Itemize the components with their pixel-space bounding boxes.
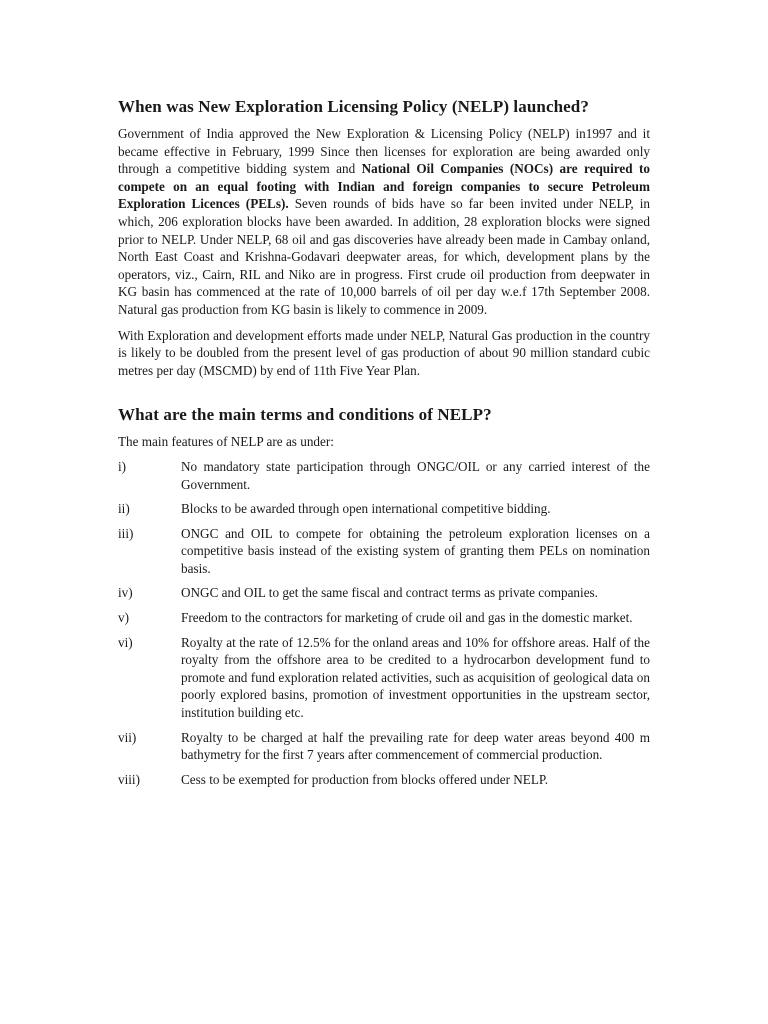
list-item-text: ONGC and OIL to compete for obtaining the petroleum exploration licenses on a competitive basis instead of the existing system of granting them PELs on nomination basis. bbox=[181, 525, 650, 576]
paragraph-bold-text: National Oil Companies (NOCs) are required to compete on an equal footing with Indian and foreign companies to secure Petroleum Exploration Licences (PELs). bbox=[118, 161, 650, 212]
list-item-number: iii) bbox=[118, 525, 134, 541]
list-item bbox=[118, 500, 650, 518]
list-item-number: v) bbox=[118, 610, 129, 626]
list-item-text: Royalty to be charged at half the prevailing rate for deep water areas beyond 400 m bathymetry for the first 7 years after commencement of commercial production. bbox=[181, 729, 650, 763]
list-item bbox=[118, 771, 650, 789]
paragraph-text: Government of India approved the New Exploration & Licensing Policy (NELP) in1997 and it became effective in February, 1999 Since then licenses for exploration are being awarded only through a competitive bidding system and bbox=[118, 126, 650, 177]
list-item-text: Blocks to be awarded through open international competitive bidding. bbox=[181, 501, 551, 517]
document-page bbox=[118, 92, 650, 795]
list-item-number: vii) bbox=[118, 729, 137, 745]
list-item-text: No mandatory state participation through ONGC/OIL or any carried interest of the Government. bbox=[181, 458, 650, 492]
list-item-number: iv) bbox=[118, 585, 133, 601]
list-item-number: ii) bbox=[118, 501, 130, 517]
features-list bbox=[118, 458, 650, 789]
list-item bbox=[118, 525, 650, 578]
list-item bbox=[118, 634, 650, 722]
list-item-text: ONGC and OIL to get the same fiscal and contract terms as private companies. bbox=[181, 585, 598, 601]
section-heading-nelp-launch: When was New Exploration Licensing Policy (NELP) launched? bbox=[118, 97, 589, 116]
paragraph-gas-production: With Exploration and development efforts made under NELP, Natural Gas production in the country is likely to be doubled from the present level of gas production of about 90 million standard cubic metres per day (MSCMD) by end of 11th Five Year Plan. bbox=[118, 327, 650, 378]
list-item-number: i) bbox=[118, 458, 127, 474]
list-item bbox=[118, 458, 650, 493]
list-item-text: Freedom to the contractors for marketing of crude oil and gas in the domestic market. bbox=[181, 610, 633, 626]
list-item bbox=[118, 729, 650, 764]
list-item-number: viii) bbox=[118, 771, 140, 787]
section-heading-terms: What are the main terms and conditions of NELP? bbox=[118, 405, 492, 425]
list-item bbox=[118, 609, 650, 627]
features-intro: The main features of NELP are as under: bbox=[118, 434, 334, 450]
list-item bbox=[118, 584, 650, 602]
list-item-number: vi) bbox=[118, 634, 133, 650]
paragraph-text: Seven rounds of bids have so far been invited under NELP, in which, 206 exploration blocks have been awarded. In addition, 28 exploration blocks were signed prior to NELP. Under NELP, 68 oil and gas discoveries have already been made in Cambay onland, North East Coast and Krishna-Godavari deepwater areas, for which, development plans by the operators, viz., Cairn, RIL and Niko are in progress. First crude oil production from deepwater in KG basin has commenced at the rate of 10,000 barrels of oil per day w.e.f 17th September 2008. Natural gas production from KG basin is likely to commence in 2009. bbox=[118, 196, 650, 317]
paragraph-nelp-overview bbox=[118, 125, 650, 319]
list-item-text: Cess to be exempted for production from blocks offered under NELP. bbox=[181, 771, 549, 787]
list-item-text: Royalty at the rate of 12.5% for the onland areas and 10% for offshore areas. Half of the royalty from the offshore area to be credited to a hydrocarbon development fund to promote and fund exploration related activities, such as acquisition of geological data on poorly explored basins, promotion of investment opportunities in the upstream sector, institution building etc. bbox=[181, 634, 650, 721]
